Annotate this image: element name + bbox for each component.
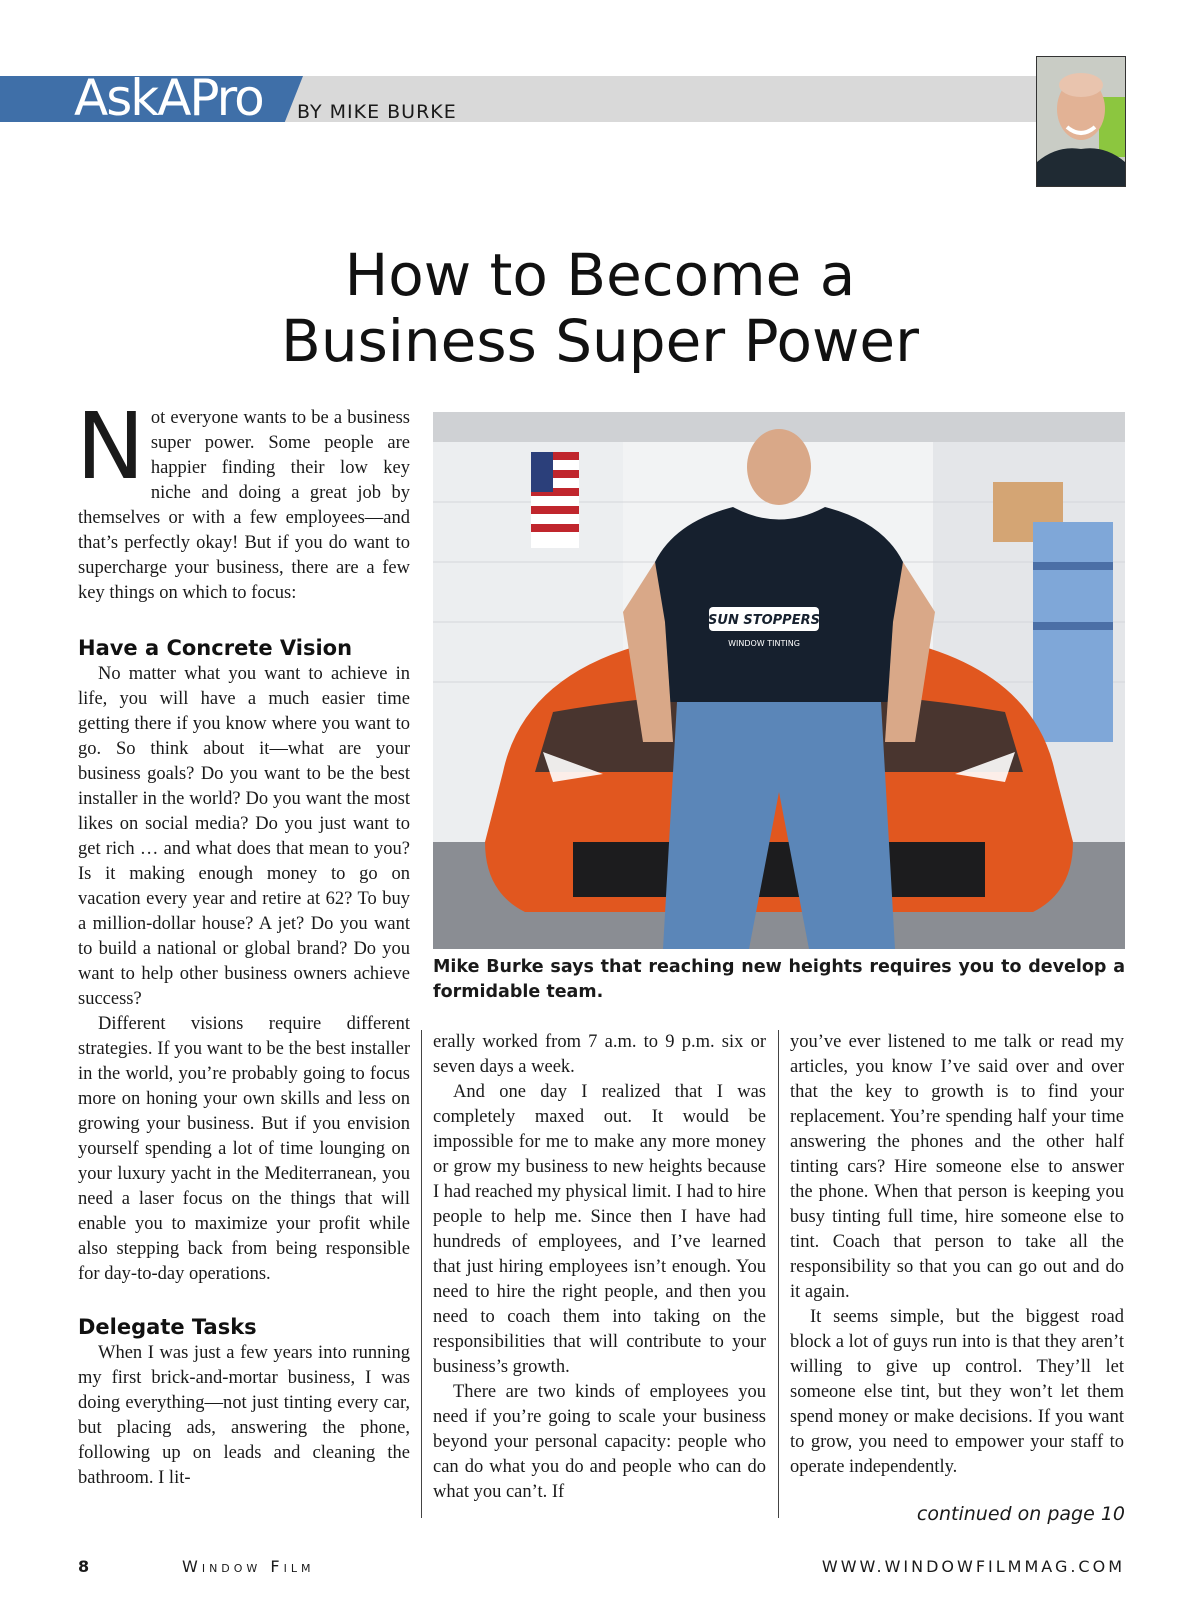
intro-paragraph: Not everyone wants to be a business super power. Some people are happier finding their low key niche and doing a great job by themselves or with a few employees—and that’s perfectly okay! But if you do want to supercharge your business, there are a few key things on which to focus: [76, 393, 410, 603]
continued-link: continued on page 10 [916, 1503, 1125, 1525]
section-heading-vision: Have a Concrete Vision [78, 636, 353, 660]
column-rule [778, 1030, 779, 1518]
shirt-logo-text: SUN STOPPERS [708, 613, 820, 628]
body-paragraph: No matter what you want to achieve in life, you will have a much easier time getting there if you know where you want to go. So think about it—what are your business goals? Do you want to be the best installer in the world? Do you want the most likes on social media? Do you just want to get rich … and what does that mean to you? Is it making enough money to go on vacation every year and retire at 62? To buy a million-dollar house? A jet? Do you want to build a national or global brand? Do you want to help other business owners achieve success? [78, 664, 410, 1009]
flag-icon [531, 452, 579, 548]
shirt-logo-subtext: WINDOW TINTING [728, 639, 800, 648]
ask-a-pro-logo: AskAPro [74, 69, 263, 127]
body-paragraph: When I was just a few years into running my first brick-and-mortar business, I was doing everything—not just tinting every car, but placing ads, answering the phone, following up on leads and cleaning the bathroom. I lit- [78, 1343, 410, 1488]
body-paragraph: It seems simple, but the biggest road block a lot of guys run into is that they aren’t willing to give up control. They’ll let someone else tint, but they won’t let them spend money or make decisions. If you want to grow, you need to empower your staff to operate independently. [790, 1307, 1124, 1477]
page-number: 8 [78, 1557, 93, 1576]
photo-caption: Mike Burke says that reaching new heights requires you to develop a formidable team. [433, 957, 1125, 1002]
column-2 [433, 1030, 766, 1505]
article-title [200, 242, 1000, 374]
body-paragraph: you’ve ever listened to me talk or read my articles, you know I’ve said over and over that the key to growth is to find your replacement. You’re spending half your time answering the phones and the other half tinting cars? Hire someone else to answer the phone. When that person is keeping you busy tinting full time, hire someone else to tint. Coach that person to take all the responsibility so that you can go out and do it again. [790, 1032, 1124, 1302]
body-paragraph: erally worked from 7 a.m. to 9 p.m. six or seven days a week. [433, 1032, 766, 1077]
website-url: WWW.WINDOWFILMMAG.COM [821, 1557, 1125, 1576]
byline: BY MIKE BURKE [297, 101, 457, 123]
title-line-1: How to Become a [344, 241, 856, 309]
article-photo [433, 412, 1125, 949]
body-paragraph: There are two kinds of employees you need if you’re going to scale your business beyond your personal capacity: people who can do what you do and people who can do what you can’t. If [433, 1382, 766, 1502]
title-line-2: Business Super Power [281, 307, 919, 375]
column-3 [790, 1030, 1124, 1480]
column-rule [421, 1030, 422, 1518]
author-headshot [1036, 56, 1126, 187]
drop-cap: N [76, 393, 145, 500]
magazine-name: Window Film [182, 1557, 315, 1576]
section-heading-delegate: Delegate Tasks [78, 1315, 257, 1339]
body-paragraph: Different visions require different strategies. If you want to be the best installer in the world, you’re probably going to focus more on honing your own skills and less on growing your business. But if you envision yourself spending a lot of time lounging on your luxury yacht in the Mediterranean, you need a laser focus on the things that will enable you to maximize your profit while also stepping back from being responsible for day-to-day operations. [78, 1014, 410, 1284]
column-1 [76, 393, 410, 1491]
body-paragraph: And one day I realized that I was completely maxed out. It would be impossible for me to make any more money or grow my business to new heights because I had reached my physical limit. I had to hire people to help me. Since then I have had hundreds of employees, and I’ve learned that just hiring employees isn’t enough. You need to hire the right people, and then you need to coach them into taking on the responsibilities that will contribute to your business’s growth. [433, 1082, 766, 1377]
